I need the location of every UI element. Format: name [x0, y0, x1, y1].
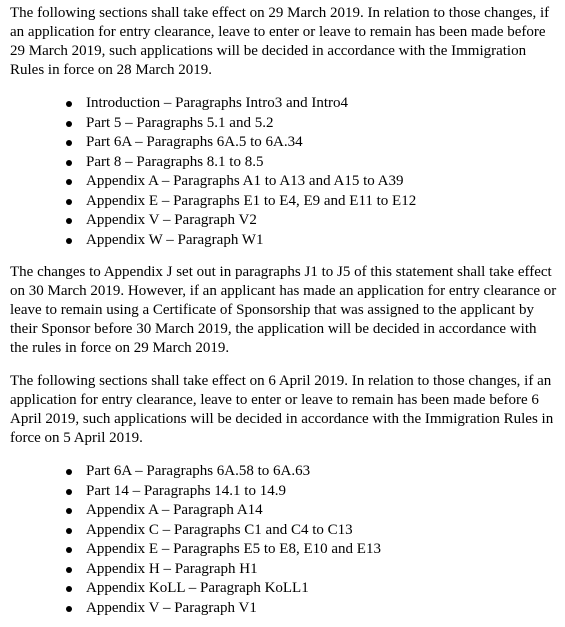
- paragraph-appendix-j: The changes to Appendix J set out in paragraphs J1 to J5 of this statement shall take effect on 30 March 2019. However, if an applicant has made an application for entry clearance or leave to remain using a Certificate of Sponsorship that was assigned to the applicant by their Sponsor before 30 March 2019, the application will be decided in accordance with the rules in force on 29 March 2019.: [10, 264, 557, 356]
- paragraph-6-april: The following sections shall take effect on 6 April 2019. In relation to those changes, if an application for entry clearance, leave to enter or leave to remain has been made before 6 April 2019, such applications will be decided in accordance with the Immigration Rules in force on 5 April 2019.: [10, 373, 554, 446]
- list-item-text: Part 6A – Paragraphs 6A.5 to 6A.34: [86, 134, 303, 150]
- bullet-icon: [66, 199, 72, 205]
- list-item: [66, 231, 558, 251]
- list-item-text: Appendix A – Paragraphs A1 to A13 and A15 to A39: [86, 173, 404, 189]
- bullet-icon: [66, 489, 72, 495]
- bullet-icon: [66, 586, 72, 592]
- list-item: [66, 192, 558, 212]
- list-item-text: Part 14 – Paragraphs 14.1 to 14.9: [86, 482, 286, 499]
- list-item: [66, 462, 558, 482]
- list-item: [66, 501, 558, 521]
- bullet-icon: [66, 140, 72, 146]
- bullet-icon: [66, 567, 72, 573]
- list-item: [66, 133, 558, 153]
- spacer: [10, 250, 558, 263]
- list-item: [66, 172, 558, 192]
- bullet-icon: [66, 508, 72, 514]
- bullet-icon: [66, 606, 72, 612]
- list-item-text: Appendix W – Paragraph W1: [86, 231, 264, 248]
- list-item: [66, 540, 558, 560]
- list-item-text: Appendix H – Paragraph H1: [86, 560, 258, 577]
- list-item-text: Appendix V – Paragraph V2: [86, 212, 257, 228]
- list-item-text: Introduction – Paragraphs Intro3 and Intro4: [86, 95, 349, 111]
- bullet-icon: [66, 101, 72, 107]
- list-item-text: Appendix KoLL – Paragraph KoLL1: [86, 580, 309, 596]
- spacer: [10, 358, 558, 372]
- bullet-icon: [66, 238, 72, 244]
- list-item: [66, 114, 558, 134]
- list-item-text: Appendix E – Paragraphs E1 to E4, E9 and E11 to E12: [86, 192, 417, 209]
- list-item: [66, 153, 558, 173]
- paragraph-29-march: The following sections shall take effect on 29 March 2019. In relation to those changes, if an application for entry clearance, leave to enter or leave to remain has been made before 29 March 2019, such applications will be decided in accordance with the Immigration Rules in force on 28 March 2019.: [10, 5, 550, 78]
- bullet-icon: [66, 547, 72, 553]
- list-item-text: Appendix E – Paragraphs E5 to E8, E10 and E13: [86, 541, 381, 557]
- bullet-icon: [66, 160, 72, 166]
- list-item: [66, 521, 558, 541]
- bullet-icon: [66, 218, 72, 224]
- list-item: [66, 482, 558, 502]
- bullet-icon: [66, 121, 72, 127]
- list-item: [66, 211, 558, 231]
- list-item-text: Part 5 – Paragraphs 5.1 and 5.2: [86, 114, 274, 131]
- list-item: [66, 579, 558, 599]
- list-item: [66, 94, 558, 114]
- spacer: [10, 448, 558, 462]
- list-item-text: Part 8 – Paragraphs 8.1 to 8.5: [86, 153, 264, 170]
- spacer: [10, 80, 558, 94]
- list-item-text: Appendix A – Paragraph A14: [86, 502, 263, 518]
- list-item: [66, 560, 558, 580]
- document-body: [10, 4, 558, 618]
- list-item-text: Part 6A – Paragraphs 6A.58 to 6A.63: [86, 463, 311, 479]
- list-6-april-sections: [10, 462, 558, 618]
- list-29-march-sections: [10, 94, 558, 250]
- bullet-icon: [66, 469, 72, 475]
- list-item: [66, 599, 558, 619]
- list-item-text: Appendix V – Paragraph V1: [86, 599, 257, 616]
- list-item-text: Appendix C – Paragraphs C1 and C4 to C13: [86, 521, 353, 538]
- bullet-icon: [66, 528, 72, 534]
- bullet-icon: [66, 179, 72, 185]
